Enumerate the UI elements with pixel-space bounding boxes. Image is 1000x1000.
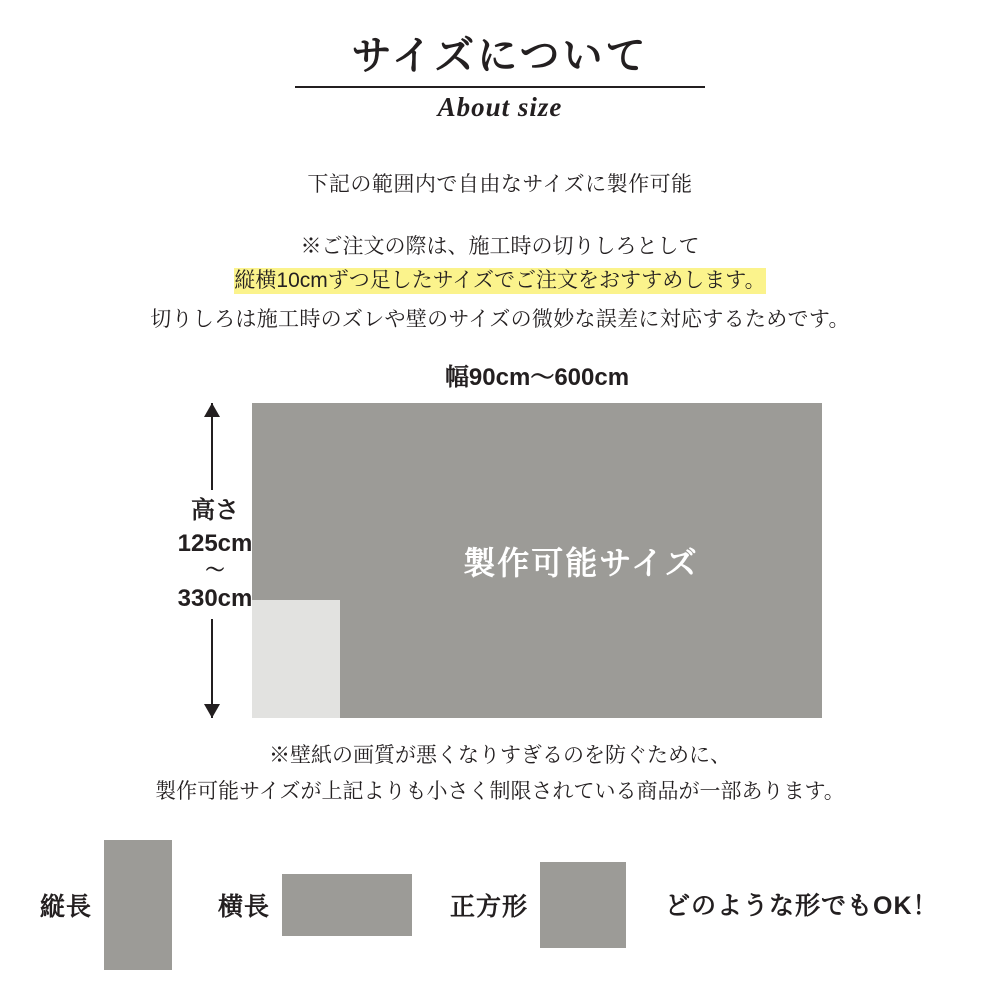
height-label-min: 125cm [177,530,253,557]
shape-landscape [218,874,412,936]
height-label-tilde: 〜 [205,560,225,581]
footnote [0,738,1000,810]
height-label-title: 高さ [191,497,239,524]
shape-examples [0,840,1000,970]
page-title-jp: サイズについて [351,34,649,78]
producible-area-label: 製作可能サイズ [463,544,699,581]
shape-any-note [665,886,939,922]
size-diagram [0,355,1000,735]
shape-portrait [40,840,172,970]
sub-note: 切りしろは施工時のズレや壁のサイズの微妙な誤差に対応するためです。 [150,308,850,331]
order-note-highlight: 縦横10cmずつ足したサイズでご注文をおすすめします。 [234,269,766,292]
height-arrow-bottom-head-icon [204,704,220,718]
order-note [0,230,1000,298]
order-note-line-1: ※ご注文の際は、施工時の切りしろとして [300,235,700,258]
order-note-line-2 [0,264,1000,298]
footnote-line-1: ※壁紙の画質が悪くなりすぎるのを防ぐために、 [269,744,731,767]
shape-any-label: どのような形でもOK！ [665,892,939,920]
height-label-max: 330cm [177,585,253,612]
height-arrow-top-head-icon [204,403,220,417]
page-title-en: About size [437,92,563,122]
footnote-line-2: 製作可能サイズが上記よりも小さく制限されている商品が一部あります。 [155,780,845,803]
shape-square [450,862,626,948]
shape-landscape-swatch [282,874,412,936]
shape-square-swatch [540,862,626,948]
shape-portrait-label: 縦長 [40,893,93,921]
shape-portrait-swatch [104,840,172,970]
producible-area-notch [252,600,340,718]
title-divider [295,86,705,88]
shape-landscape-label: 横長 [218,893,271,921]
width-label: 幅90cm〜600cm [252,357,822,392]
shape-square-label: 正方形 [450,893,529,921]
lead-text: 下記の範囲内で自由なサイズに製作可能 [307,173,693,196]
